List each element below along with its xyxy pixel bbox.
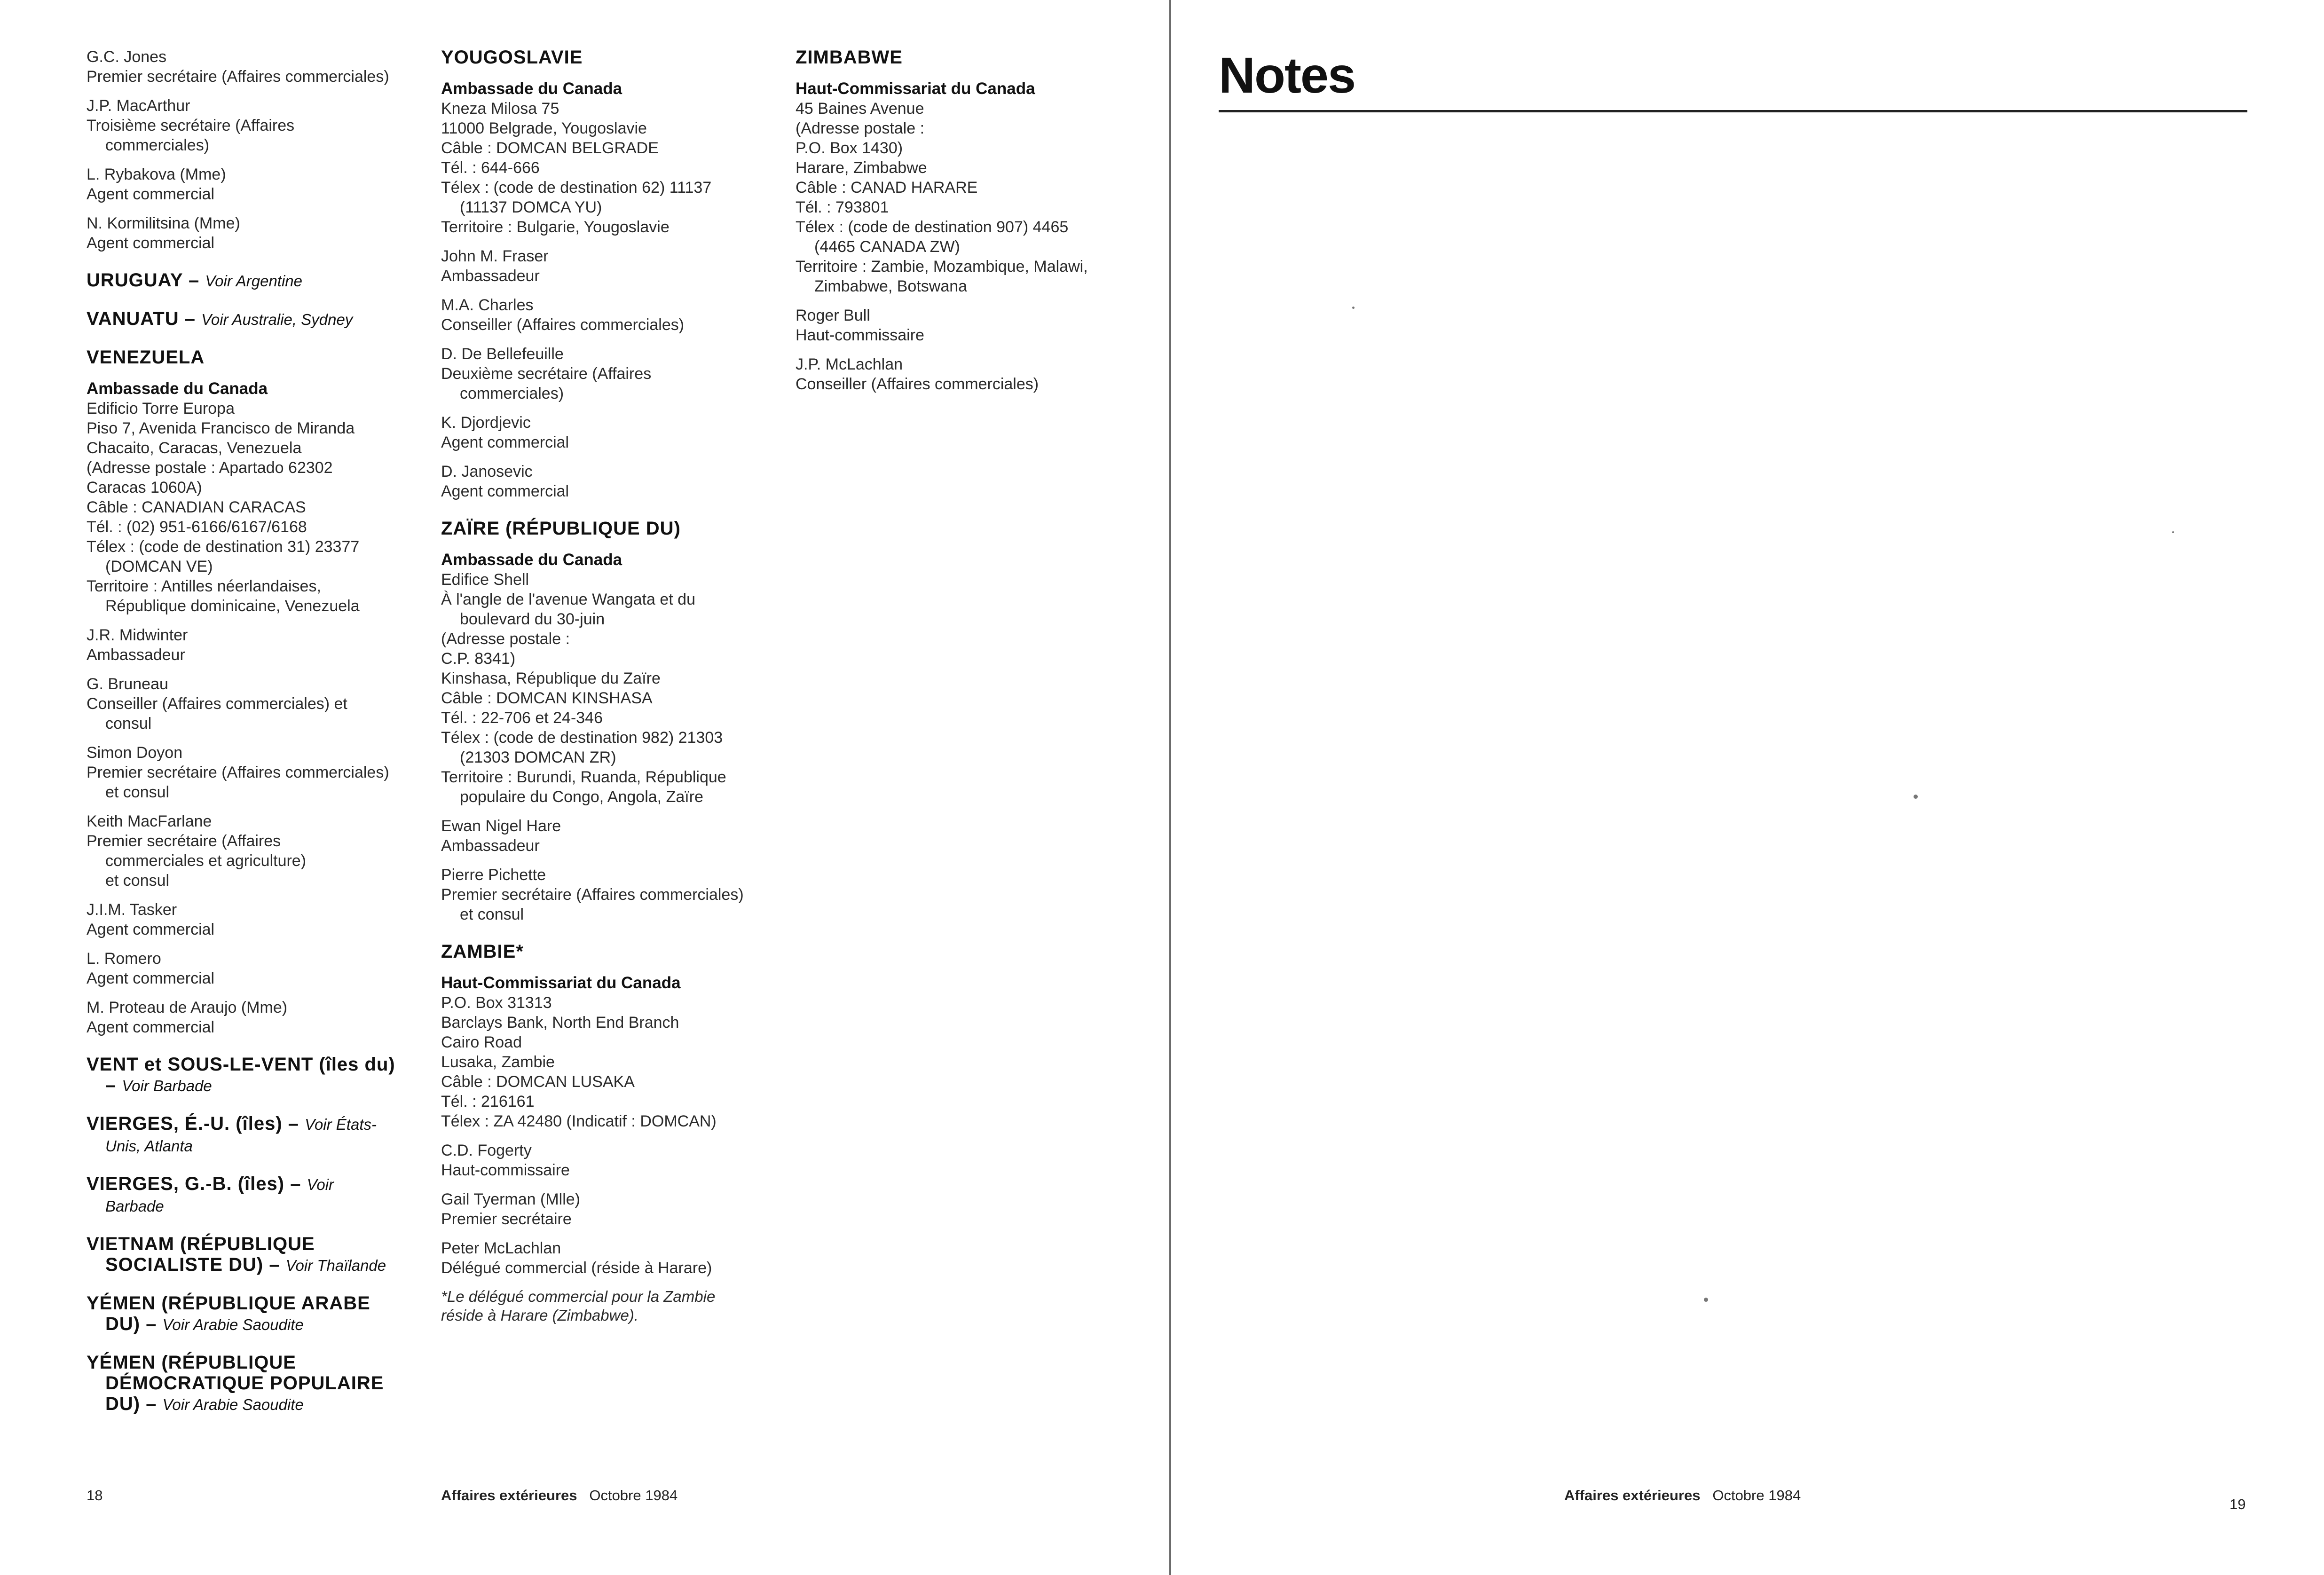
office-name: Haut-Commissariat du Canada <box>441 974 681 992</box>
staff-entry <box>796 306 1158 345</box>
territory-line: Territoire : Antilles néerlandaises, <box>87 577 321 595</box>
staff-title: Agent commercial <box>87 185 215 203</box>
territory-line: Territoire : Burundi, Ruanda, République <box>441 768 726 786</box>
staff-title: Troisième secrétaire (Affaires <box>87 117 295 134</box>
staff-entry <box>87 625 425 665</box>
column-2 <box>441 47 789 1325</box>
staff-title: Premier secrétaire (Affaires <box>87 832 281 850</box>
staff-title: Conseiller (Affaires commerciales) et <box>87 695 347 713</box>
staff-name: M. Proteau de Araujo (Mme) <box>87 999 288 1016</box>
cross-reference: Unis, Atlanta <box>105 1137 193 1155</box>
staff-entry <box>441 865 789 924</box>
staff-title: Premier secrétaire (Affaires commerciales) <box>87 68 389 86</box>
staff-title: Haut-commissaire <box>441 1161 570 1179</box>
country-name: YÉMEN (RÉPUBLIQUE <box>87 1352 296 1373</box>
staff-name: John M. Fraser <box>441 247 549 265</box>
country-heading-zaire: ZAÏRE (RÉPUBLIQUE DU) <box>441 518 681 539</box>
staff-name: G.C. Jones <box>87 48 167 66</box>
page-title: Notes <box>1219 47 1355 103</box>
country-name: SOCIALISTE DU) <box>105 1254 264 1275</box>
dash: – <box>290 1173 301 1194</box>
staff-title: Délégué commercial (réside à Harare) <box>441 1259 712 1277</box>
column-1 <box>87 47 425 1428</box>
staff-name: Simon Doyon <box>87 744 183 762</box>
address-line: P.O. Box 1430) <box>796 139 903 157</box>
staff-entry <box>441 295 789 335</box>
publication-name: Affaires extérieures <box>441 1487 577 1504</box>
address-line: Chacaito, Caracas, Venezuela <box>87 439 302 457</box>
footnote-line: *Le délégué commercial pour la Zambie <box>441 1288 716 1305</box>
address-line: Télex : (code de destination 31) 23377 <box>87 538 360 556</box>
staff-entry <box>87 900 425 939</box>
address-line: Harare, Zimbabwe <box>796 159 927 177</box>
address-line: Câble : CANAD HARARE <box>796 179 978 197</box>
staff-name: Pierre Pichette <box>441 866 546 884</box>
country-name: DU) <box>105 1394 141 1414</box>
staff-entry <box>441 462 789 501</box>
country-heading-uruguay <box>87 270 425 291</box>
staff-name: M.A. Charles <box>441 296 534 314</box>
address-line: Tél. : 22-706 et 24-346 <box>441 709 603 727</box>
territory-line: République dominicaine, Venezuela <box>105 597 360 615</box>
address-line: (DOMCAN VE) <box>105 558 213 575</box>
staff-name: G. Bruneau <box>87 675 168 693</box>
country-heading-yougoslavie: YOUGOSLAVIE <box>441 47 583 68</box>
staff-title-cont: et consul <box>105 783 170 801</box>
staff-entry <box>796 354 1158 394</box>
staff-title: Premier secrétaire (Affaires commerciales) <box>87 764 389 781</box>
dash: – <box>188 270 200 291</box>
address-line: Câble : CANADIAN CARACAS <box>87 498 306 516</box>
staff-entry <box>441 1238 789 1278</box>
country-heading-yemen-democratique <box>87 1352 425 1415</box>
column-3 <box>796 47 1158 403</box>
address-line: (21303 DOMCAN ZR) <box>460 748 616 766</box>
country-name: YÉMEN (RÉPUBLIQUE ARABE <box>87 1293 370 1314</box>
staff-name: D. Janosevic <box>441 463 533 480</box>
address-line: Tél. : 644-666 <box>441 159 540 177</box>
mission-block-venezuela <box>87 379 425 616</box>
staff-entry <box>441 1189 789 1229</box>
address-line: Cairo Road <box>441 1033 522 1051</box>
address-line: Barclays Bank, North End Branch <box>441 1014 679 1032</box>
staff-title-cont: et consul <box>105 872 170 890</box>
country-name: VIERGES, É.-U. (îles) <box>87 1113 283 1134</box>
staff-title-cont: commerciales) <box>460 385 564 402</box>
staff-name: L. Romero <box>87 950 161 968</box>
dash: – <box>184 308 196 329</box>
staff-name: C.D. Fogerty <box>441 1142 532 1159</box>
staff-title: Agent commercial <box>87 234 215 252</box>
scan-speck <box>1704 1298 1708 1302</box>
office-name: Ambassade du Canada <box>87 379 268 398</box>
staff-name: L. Rybakova (Mme) <box>87 165 226 183</box>
cross-reference: Voir Argentine <box>205 272 303 290</box>
address-line: (Adresse postale : Apartado 62302 <box>87 459 333 477</box>
footnote <box>441 1287 789 1325</box>
address-line: 45 Baines Avenue <box>796 100 924 118</box>
address-line: (11137 DOMCA YU) <box>460 198 602 216</box>
issue-date: Octobre 1984 <box>1712 1487 1801 1504</box>
country-name: VIERGES, G.-B. (îles) <box>87 1173 285 1194</box>
staff-name: N. Kormilitsina (Mme) <box>87 214 240 232</box>
address-line: Câble : DOMCAN KINSHASA <box>441 689 653 707</box>
country-name: DÉMOCRATIQUE POPULAIRE <box>105 1373 384 1394</box>
staff-title-cont: commerciales et agriculture) <box>105 852 307 870</box>
country-name: VANUATU <box>87 308 179 329</box>
gutter-divider <box>1169 0 1171 1575</box>
page-number-right: 19 <box>2229 1496 2246 1512</box>
staff-title: Haut-commissaire <box>796 326 924 344</box>
address-line: C.P. 8341) <box>441 650 516 668</box>
address-line: boulevard du 30-juin <box>460 610 605 628</box>
office-name: Ambassade du Canada <box>441 551 622 569</box>
country-heading-venezuela: VENEZUELA <box>87 347 205 368</box>
country-heading-vierges-eu <box>87 1113 425 1157</box>
territory-line: Territoire : Zambie, Mozambique, Malawi, <box>796 258 1088 276</box>
staff-title: Premier secrétaire (Affaires commerciales) <box>441 886 744 904</box>
running-footer-left <box>441 1487 678 1504</box>
staff-title: Ambassadeur <box>441 837 540 855</box>
staff-title: Agent commercial <box>87 1018 215 1036</box>
address-line: Câble : DOMCAN LUSAKA <box>441 1073 635 1091</box>
dash: – <box>146 1314 157 1334</box>
territory-line: Zimbabwe, Botswana <box>814 277 968 295</box>
staff-title: Ambassadeur <box>87 646 185 664</box>
address-line: Edifice Shell <box>441 571 529 589</box>
address-line: Télex : (code de destination 907) 4465 <box>796 218 1069 236</box>
address-line: P.O. Box 31313 <box>441 994 552 1012</box>
dash: – <box>146 1394 157 1414</box>
staff-entry <box>87 165 425 204</box>
mission-block-zambie <box>441 973 789 1131</box>
staff-entry <box>87 213 425 253</box>
staff-entry <box>87 743 425 802</box>
country-name: DU) <box>105 1314 141 1334</box>
staff-name: J.P. MacArthur <box>87 97 190 115</box>
staff-entry <box>441 246 789 286</box>
staff-entry <box>441 816 789 856</box>
address-line: Câble : DOMCAN BELGRADE <box>441 139 659 157</box>
staff-title: Agent commercial <box>441 433 569 451</box>
country-heading-zimbabwe: ZIMBABWE <box>796 47 903 68</box>
address-line: Tél. : 793801 <box>796 198 889 216</box>
cross-reference: Voir Arabie Saoudite <box>162 1316 304 1333</box>
address-line: Caracas 1060A) <box>87 479 202 496</box>
country-heading-vierges-gb <box>87 1173 425 1217</box>
dash: – <box>105 1075 117 1095</box>
address-line: Kinshasa, République du Zaïre <box>441 669 661 687</box>
dash: – <box>269 1254 280 1275</box>
scan-speck <box>1914 795 1918 799</box>
staff-entry <box>87 47 425 87</box>
staff-name: Gail Tyerman (Mlle) <box>441 1190 580 1208</box>
staff-entry <box>87 811 425 890</box>
staff-name: Peter McLachlan <box>441 1239 561 1257</box>
publication-name: Affaires extérieures <box>1564 1487 1701 1504</box>
country-heading-zambie: ZAMBIE* <box>441 941 524 962</box>
address-line: (4465 CANADA ZW) <box>814 238 960 256</box>
staff-name: Keith MacFarlane <box>87 812 212 830</box>
scan-speck <box>2172 531 2174 533</box>
staff-name: J.I.M. Tasker <box>87 901 177 919</box>
staff-title: Conseiller (Affaires commerciales) <box>441 316 685 334</box>
country-name: URUGUAY <box>87 270 183 291</box>
scan-speck <box>1352 307 1355 309</box>
staff-title: Agent commercial <box>87 969 215 987</box>
staff-title: Agent commercial <box>441 482 569 500</box>
territory-line: populaire du Congo, Angola, Zaïre <box>460 788 703 806</box>
country-name: VIETNAM (RÉPUBLIQUE <box>87 1234 315 1254</box>
staff-name: D. De Bellefeuille <box>441 345 564 363</box>
staff-entry <box>441 413 789 452</box>
staff-entry <box>87 96 425 155</box>
address-line: Télex : (code de destination 982) 21303 <box>441 729 723 747</box>
staff-title: Premier secrétaire <box>441 1210 572 1228</box>
cross-reference: Voir États- <box>305 1116 377 1133</box>
running-footer-right <box>1564 1487 1801 1504</box>
staff-entry <box>87 674 425 733</box>
country-heading-vanuatu <box>87 308 425 330</box>
address-line: Tél. : 216161 <box>441 1093 535 1110</box>
staff-title-cont: et consul <box>460 906 524 923</box>
staff-name: J.R. Midwinter <box>87 626 188 644</box>
address-line: (Adresse postale : <box>441 630 570 648</box>
address-line: (Adresse postale : <box>796 119 925 137</box>
staff-entry <box>441 1141 789 1180</box>
cross-reference: Voir <box>307 1176 334 1193</box>
staff-name: J.P. McLachlan <box>796 355 903 373</box>
cross-reference: Voir Thaïlande <box>285 1257 386 1274</box>
staff-entry <box>87 998 425 1037</box>
staff-name: Ewan Nigel Hare <box>441 817 561 835</box>
staff-name: K. Djordjevic <box>441 414 531 432</box>
staff-entry <box>441 344 789 403</box>
address-line: Télex : ZA 42480 (Indicatif : DOMCAN) <box>441 1112 717 1130</box>
address-line: Edificio Torre Europa <box>87 400 235 417</box>
mission-block-yougoslavie <box>441 79 789 237</box>
country-heading-vent <box>87 1054 425 1096</box>
issue-date: Octobre 1984 <box>589 1487 678 1504</box>
office-name: Haut-Commissariat du Canada <box>796 79 1035 98</box>
staff-title: Agent commercial <box>87 921 215 938</box>
country-heading-vietnam <box>87 1234 425 1276</box>
country-heading-yemen-arabe <box>87 1293 425 1335</box>
mission-block-zaire <box>441 550 789 807</box>
territory-line: Territoire : Bulgarie, Yougoslavie <box>441 218 670 236</box>
address-line: 11000 Belgrade, Yougoslavie <box>441 119 647 137</box>
address-line: Télex : (code de destination 62) 11137 <box>441 179 712 197</box>
staff-title: Deuxième secrétaire (Affaires <box>441 365 652 383</box>
staff-entry <box>87 949 425 988</box>
country-name: VENT et SOUS-LE-VENT (îles du) <box>87 1054 395 1075</box>
staff-title-cont: commerciales) <box>105 136 210 154</box>
staff-title: Ambassadeur <box>441 267 540 285</box>
office-name: Ambassade du Canada <box>441 79 622 98</box>
staff-name: Roger Bull <box>796 307 870 324</box>
address-line: Kneza Milosa 75 <box>441 100 559 118</box>
staff-title-cont: consul <box>105 715 152 732</box>
page-number-left: 18 <box>87 1487 103 1504</box>
cross-reference: Voir Arabie Saoudite <box>162 1396 304 1413</box>
footnote-line: réside à Harare (Zimbabwe). <box>441 1307 638 1324</box>
cross-reference: Barbade <box>105 1197 164 1215</box>
address-line: Lusaka, Zambie <box>441 1053 555 1071</box>
title-rule <box>1219 110 2247 112</box>
cross-reference: Voir Australie, Sydney <box>201 311 353 328</box>
staff-title: Conseiller (Affaires commerciales) <box>796 375 1039 393</box>
address-line: Tél. : (02) 951-6166/6167/6168 <box>87 518 307 536</box>
dash: – <box>288 1113 299 1134</box>
address-line: À l'angle de l'avenue Wangata et du <box>441 591 695 608</box>
mission-block-zimbabwe <box>796 79 1158 296</box>
cross-reference: Voir Barbade <box>122 1077 212 1095</box>
address-line: Piso 7, Avenida Francisco de Miranda <box>87 419 355 437</box>
